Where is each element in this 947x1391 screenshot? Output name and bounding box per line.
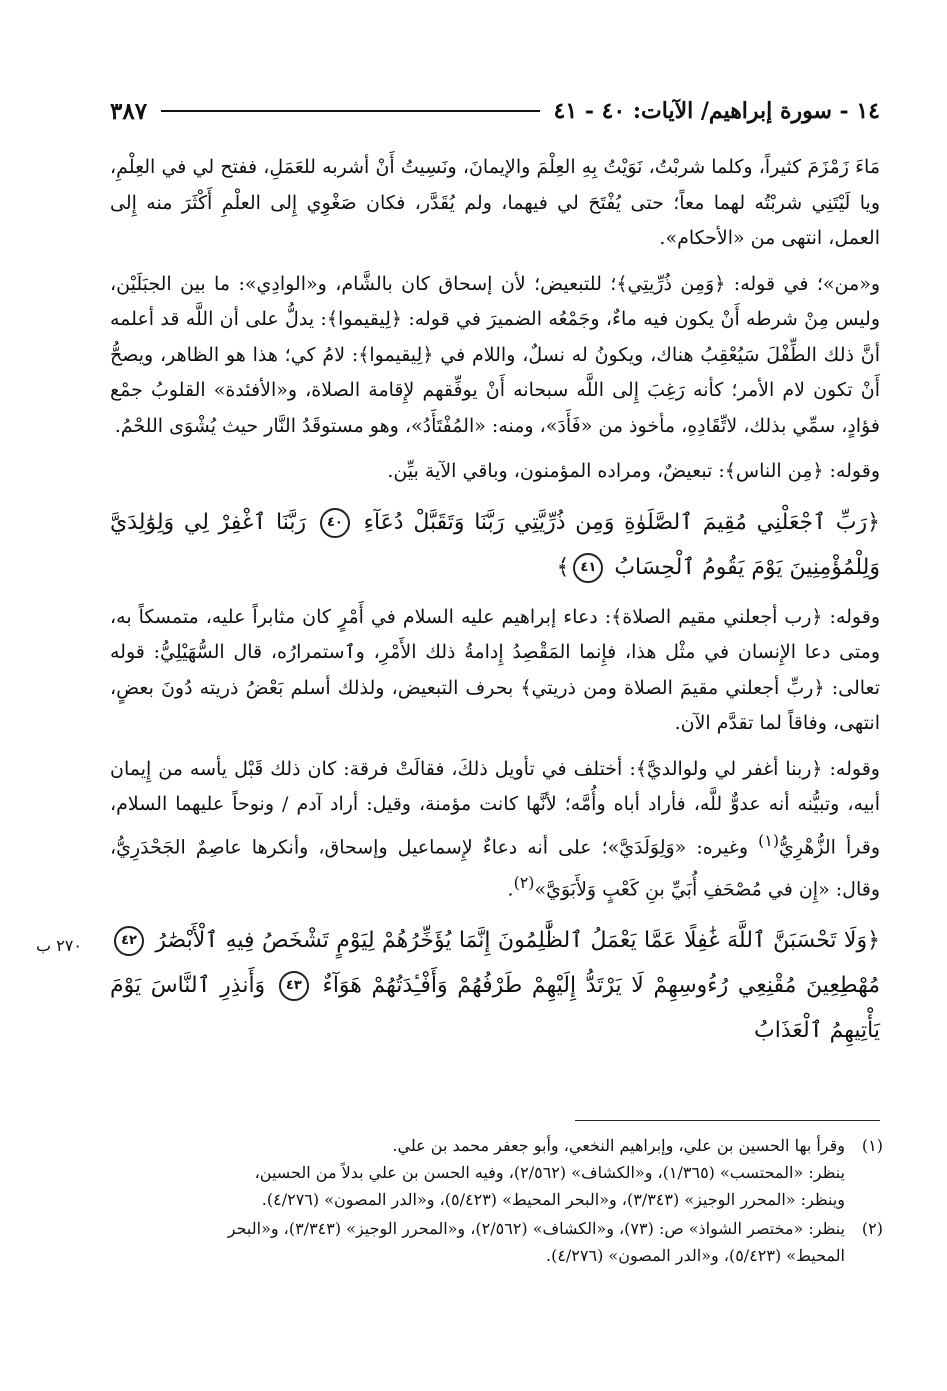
paragraph: مَاءَ زَمْزَمَ كثيراً، وكلما شربْتُ، نَوَيْتُ بِهِ العِلْمَ والإيمانَ، ونَسِيتُ أَنْ أشربه للعَمَلِ، ففتح لي في العِلْمِ، ويا لَيْتَنِي شربْتُه لهما معاً؛ حتى يُفْتَحَ لي فيهما، ولم يُقَدَّر، فكان صَغْوِي إِلى العلْمِ أَكْثَرَ منه إِلى العمل، انتهى من «الأحكام». bbox=[110, 156, 880, 249]
verse-number-marker: ٤١ bbox=[573, 553, 603, 583]
footnote-text bbox=[108, 1215, 845, 1269]
footnote-marker[interactable]: (٢) bbox=[513, 873, 535, 893]
paragraph: وقوله: ﴿ربنا أغفر لي ولوالديَّ﴾: أختلف في تأويل ذلكَ، فقالَتْ فرقة: كان ذلك قَبْل يأسه من إِيمان أبيه، وتبيُّنه أنه عدوٌّ للَّه، فأراد أباه وأُمَّه؛ لأنَّها كانت مؤمنة، وقيل: أراد آدم / ونوحاً عليهما السلام، وقرأ الزُّهْرِيُّ$^{(١)}$ وغيره: «وَلِوَلَدَيَّ»؛ على أنه دعاءٌ لإِسماعيل وإسحاق، وأنكرها عاصِمٌ الجَحْدَرِيُّ، وقال: «إِن في مُصْحَفِ أُبَيِّ بنِ كَعْبٍ وَلأَبَوَيَّ»$^{(٢)}$. bbox=[110, 757, 880, 901]
paragraph-text: وقوله: ﴿ربنا أغفر لي ولوالديَّ﴾: أختلف في تأويل ذلكَ، فقالَتْ فرقة: كان ذلك قَبْل يأسه من إِيمان أبيه، وتبيُّنه أنه عدوٌّ للَّه، فأراد أباه وأُمَّه؛ لأنَّها كانت مؤمنة، وقيل: أراد آدم / ونوحاً عليهما السلام، وقرأ الزُّهْرِيُّ bbox=[110, 757, 880, 858]
footnote-line: ينظر: «مختصر الشواذ» ص: (٧٣)، و«الكشاف» (٢/٥٦٢)، و«المحرر الوجيز» (٣/٣٤٣)، و«البحر bbox=[227, 1219, 845, 1238]
verse-text: رَبَّنَا ٱغْفِرْ لِي وَلِوَٰلِدَيَّ وَلِلْمُؤْمِنِينَ يَوْمَ يَقُومُ ٱلْحِسَابُ bbox=[110, 509, 880, 580]
paragraph: وقوله: ﴿مِن الناس﴾: تبعيضٌ، ومراده المؤمنون، وباقي الآية بيِّن. bbox=[387, 460, 880, 482]
verse-number-marker: ٤٠ bbox=[320, 508, 350, 538]
verse-text: ﴿وَلَا تَحْسَبَنَّ ٱللَّهَ غَٰفِلًا عَمَّا يَعْمَلُ ٱلظَّٰلِمُونَ إِنَّمَا يُؤَخِّرُهُمْ لِيَوْمٍ تَشْخَصُ فِيهِ ٱلْأَبْصَٰرُ bbox=[155, 928, 880, 954]
footnote-line: ينظر: «المحتسب» (١/٣٦٥)، و«الكشاف» (٢/٥٦٢)، وفيه الحسن بن علي بدلاً من الحسين، bbox=[254, 1163, 845, 1182]
verse-close-bracket: ﴾ bbox=[556, 554, 570, 580]
footnote-divider bbox=[575, 1120, 880, 1121]
header-rule bbox=[161, 110, 539, 112]
footnote bbox=[108, 1132, 883, 1213]
footnote bbox=[108, 1215, 883, 1269]
verse-text: ﴿رَبِّ ٱجْعَلْنِي مُقِيمَ ٱلصَّلَوٰةِ وَمِن ذُرِّيَّتِي رَبَّنَا وَتَقَبَّلْ دُعَآءِ bbox=[363, 509, 881, 535]
running-header bbox=[110, 94, 880, 128]
footnote-text bbox=[108, 1132, 845, 1213]
verse-number-marker: ٤٢ bbox=[114, 926, 144, 956]
main-text bbox=[110, 150, 880, 1063]
footnotes bbox=[108, 1132, 883, 1271]
quran-verse-block bbox=[110, 500, 880, 590]
verse-text: وَأَنذِرِ ٱلنَّاسَ يَوْمَ يَأْتِيهِمُ ٱلْعَذَابُ bbox=[110, 973, 880, 1044]
footnote-number: (٢) bbox=[861, 1219, 883, 1238]
paragraph: وقوله: ﴿رب أجعلني مقيم الصلاة﴾: دعاء إبراهيم عليه السلام في أَمْرٍ كان مثابراً عليه، متمسكاً به، ومتى دعا الإِنسان في مثْل هذا، فإِنما المَقْصِدُ إِدامةُ ذلك الأَمْرِ، وٱستمرارُه، قال السُّهَيْلِيُّ: قوله تعالى: ﴿ربِّ أجعلني مقيمَ الصلاة ومن ذريتي﴾ بحرف التبعيض، ولذلك أسلم بَعْضُ ذريته دُونَ بعضٍ، انتهى، وفاقاً لما تقدَّم الآن. bbox=[110, 605, 880, 734]
footnote-line: وينظر: «المحرر الوجيز» (٣/٣٤٣)، و«البحر المحيط» (٥/٤٢٣)، و«الدر المصون» (٤/٢٧٦). bbox=[261, 1190, 845, 1209]
footnote-number: (١) bbox=[861, 1136, 883, 1155]
footnote-marker[interactable]: (١) bbox=[758, 830, 779, 850]
manuscript-folio-note: ٢٧٠ ب bbox=[36, 936, 82, 955]
paragraph: و«من»؛ في قوله: ﴿وَمِن ذُرِّيتِي﴾؛ للتبعيض؛ لأن إسحاق كان بالشَّام، و«الوادِي»: ما بين الجبَلَيْن، وليس مِنْ شرطه أَنْ يكون فيه ماءٌ، وجَمْعُه الضميرَ في قوله: ﴿لِيقيموا﴾: يدلُّ على أن اللَّه قد أعلمه أنَّ ذلك الطِّفْلَ سَيُعْقِبُ هناك، ويكونُ له نسلٌ، واللام في ﴿لِيقيموا﴾: لامُ كي؛ هذا هو الظاهر، ويصحُّ أَنْ تكون لام الأمر؛ كأنه رَغِبَ إِلى اللَّه سبحانه أَنْ يوفِّقهم لإِقامة الصلاة، و«الأفئدة» القلوبُ جمْع فؤادٍ، سمِّي بذلك، لاتِّقَادِهِ، مأخوذ من «فَأَدَ»، ومنه: «المُفْتَأَدُ»، وهو مستوقَدُ النَّار حيث يُشْوَى اللحْمُ. bbox=[110, 272, 880, 437]
verse-number-marker: ٤٣ bbox=[279, 971, 309, 1001]
footnote-line: المحيط» (٥/٤٢٣)، و«الدر المصون» (٤/٢٧٦). bbox=[545, 1246, 845, 1265]
verse-text: مُهْطِعِينَ مُقْنِعِي رُءُوسِهِمْ لَا يَرْتَدُّ إِلَيْهِمْ طَرْفُهُمْ وَأَفْـِٔدَتُهُمْ هَوَآءٌ bbox=[322, 973, 881, 999]
paragraph-text: وغيره: «وَلِوَلَدَيَّ»؛ على أنه دعاءٌ لإِسماعيل وإسحاق، وأنكرها عاصِمٌ الجَحْدَرِيُّ، وقال: «إِن في مُصْحَفِ أُبَيِّ بنِ كَعْبٍ وَلأَبَوَيَّ» bbox=[110, 835, 880, 901]
quran-verse-block bbox=[110, 918, 880, 1053]
chapter-title: ١٤ - سورة إبراهيم/ الآيات: ٤٠ - ٤١ bbox=[553, 98, 880, 124]
footnote-line: وقرأ بها الحسين بن علي، وإبراهيم النخعي، وأبو جعفر محمد بن علي. bbox=[392, 1136, 845, 1155]
page-number: ٣٨٧ bbox=[110, 97, 148, 125]
